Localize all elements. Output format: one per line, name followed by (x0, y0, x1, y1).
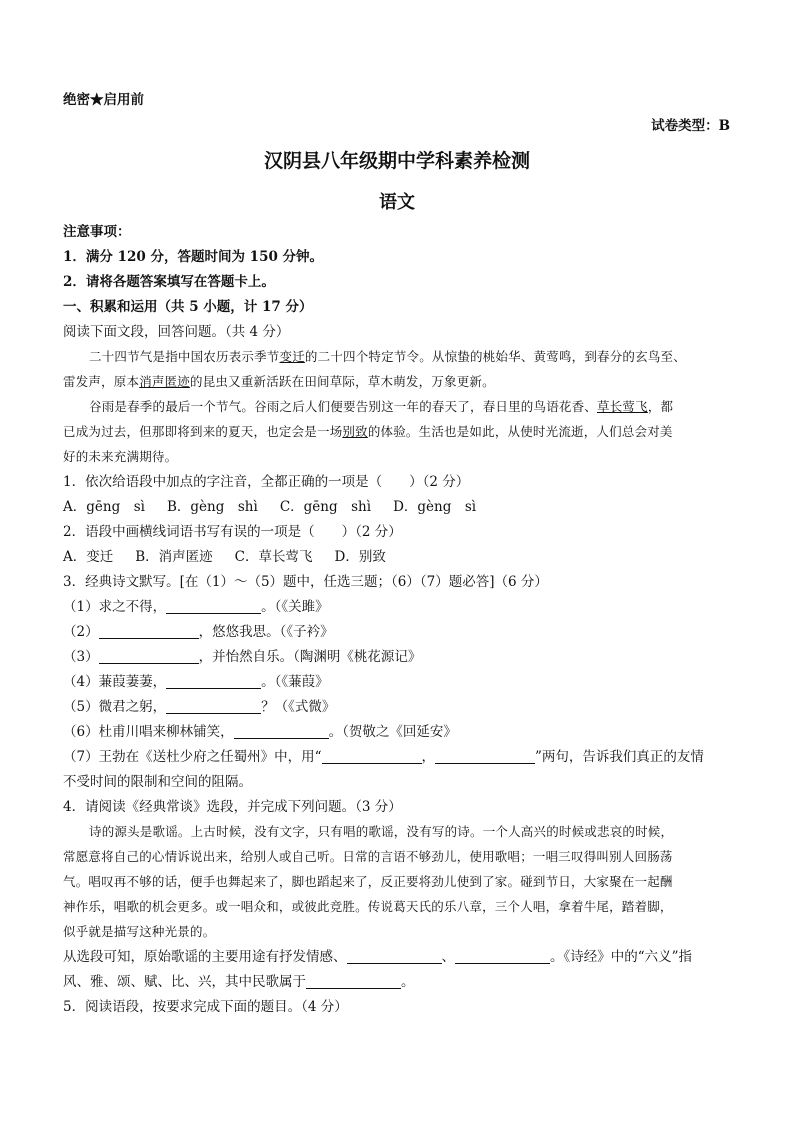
option-b: B．消声匿迹 (135, 549, 213, 565)
passage-text: 的昆虫又重新活跃在田间草际，草木萌发，万象更新。 (190, 374, 495, 389)
confidential-label: 绝密★启用前 (63, 92, 144, 108)
dictation-text: ”两句，告诉我们真正的友情 (535, 749, 704, 765)
dictation-line-5 (63, 697, 730, 717)
dictation-source: ？（《式微》 (261, 699, 336, 715)
answer-text: 。《诗经》中的“六义”指 (550, 949, 693, 965)
option-a: A．gēng sì (63, 499, 145, 515)
notes-item-1: 1．满分 120 分，答题时间为 150 分钟。 (63, 249, 324, 265)
answer-blank[interactable] (234, 724, 329, 739)
answer-blank[interactable] (455, 949, 550, 964)
passage-text: 的体验。生活也是如此，从使时光流逝，人们总会对美 (367, 424, 673, 439)
answer-blank[interactable] (99, 649, 199, 664)
dictation-line-6 (63, 722, 730, 742)
answer-blank[interactable] (306, 974, 401, 989)
section-heading: 一、积累和运用（共 5 小题，计 17 分） (63, 299, 313, 315)
passage-text: 的二十四个特定节令。从惊蛰的桃始华、黄莺鸣，到春分的玄鸟至、 (304, 349, 686, 364)
passage-line: 好的未来充满期待。 (63, 449, 178, 464)
page-title: 汉阴县八年级期中学科素养检测 (263, 150, 530, 172)
passage-line (63, 372, 730, 392)
answer-text: 、 (441, 949, 455, 965)
question-3-stem: 3．经典诗文默写。[在（1）～（5）题中，任选三题；（6）（7）题必答]（6 分） (63, 574, 548, 590)
underlined-word: 别致 (342, 424, 368, 439)
dictation-text: （1）求之不得， (63, 599, 167, 615)
passage-text: 二十四节气是指中国农历表示季节 (89, 349, 280, 364)
dictation-text: ， (421, 749, 435, 765)
dictation-line-7-cont: 不受时间的限制和空间的阻隔。 (63, 774, 252, 790)
dictation-source: 。（贺敬之《回延安》 (328, 724, 457, 740)
underlined-word: 草长莺飞 (597, 399, 648, 414)
passage-text: 谷雨是春季的最后一个节气。谷雨之后人们便要告别这一年的春天了，春日里的鸟语花香、 (89, 399, 598, 414)
option-c: C．gēng shì (279, 499, 372, 515)
question-5-stem: 5．阅读语段，按要求完成下面的题目。（4 分） (63, 999, 348, 1015)
dictation-line-1 (63, 597, 730, 617)
question-4-stem: 4．请阅读《经典常谈》选段，并完成下列问题。（3 分） (63, 799, 402, 815)
passage-line (89, 347, 730, 367)
reading-line: 似乎就是描写这种光景的。 (63, 924, 216, 939)
passage-line (63, 422, 730, 442)
reading-line: 诗的源头是歌谣。上古时候，没有文字，只有唱的歌谣，没有写的诗。一个人高兴的时候或悲哀的时候， (89, 824, 674, 839)
answer-blank[interactable] (99, 624, 199, 639)
dictation-text: （5）微君之躬， (63, 699, 167, 715)
answer-text: 。 (401, 974, 415, 990)
answer-text: 从选段可知，原始歌谣的主要用途有抒发情感、 (63, 949, 347, 965)
dictation-source: 。（《关雎》 (261, 599, 329, 615)
underlined-word: 变迁 (279, 349, 305, 364)
option-b: B．gèng shì (166, 499, 258, 515)
question-2-options (63, 547, 730, 567)
question-1-stem: 1．依次给语段中加点的字注音，全都正确的一项是（ ）（2 分） (63, 474, 470, 490)
question-4-answer-line-1 (63, 947, 730, 967)
dictation-source: ，并怡然自乐。（陶渊明《桃花源记》 (198, 649, 422, 665)
dictation-text: （4）蒹葭萋萋， (63, 674, 167, 690)
answer-blank[interactable] (322, 749, 422, 764)
option-d: D．别致 (334, 549, 386, 565)
answer-blank[interactable] (166, 674, 261, 689)
reading-line: 常愿意将自己的心情诉说出来，给别人或自己听。日常的言语不够劲儿，使用歌唱；一唱三叹得叫别人回肠荡 (63, 849, 673, 864)
option-d: D．gèng sì (393, 499, 477, 515)
passage-text: 已成为过去，但那即将到来的夏天，也定会是一场 (63, 424, 343, 439)
dictation-line-4 (63, 672, 730, 692)
section-intro: 阅读下面文段，回答问题。（共 4 分） (63, 324, 290, 340)
dictation-text: （3） (63, 649, 99, 665)
dictation-line-3 (63, 647, 730, 667)
answer-blank[interactable] (347, 949, 442, 964)
passage-line (89, 397, 730, 417)
answer-blank[interactable] (435, 749, 535, 764)
answer-blank[interactable] (166, 699, 261, 714)
question-1-options (63, 497, 730, 517)
reading-line: 神作乐，唱歌的机会更多。或一唱众和，或彼此竞胜。传说葛天氏的乐八章，三个人唱，拿着牛尾，踏着脚， (63, 899, 673, 914)
question-2-stem: 2．语段中画横线词语书写有误的一项是（ ）（2 分） (63, 524, 402, 540)
notes-item-2: 2．请将各题答案填写在答题卡上。 (63, 274, 275, 290)
answer-blank[interactable] (166, 599, 261, 614)
dictation-text: （2） (63, 624, 99, 640)
dictation-source: ，悠悠我思。（《子衿》 (198, 624, 334, 640)
dictation-text: （6）杜甫川唱来柳林铺笑， (63, 724, 234, 740)
question-4-answer-line-2 (63, 972, 730, 992)
dictation-source: 。（《蒹葭》 (261, 674, 329, 690)
answer-text: 风、雅、颂、赋、比、兴，其中民歌属于 (63, 974, 306, 990)
underlined-word: 消声匿迹 (139, 374, 191, 389)
option-c: C．草长莺飞 (234, 549, 313, 565)
reading-line: 气。唱叹再不够的话，便手也舞起来了，脚也蹈起来了，反正要将劲儿使到了家。碰到节日，大家聚在一起酬 (63, 874, 673, 889)
option-a: A．变迁 (63, 549, 114, 565)
subject-title: 语文 (379, 192, 415, 213)
notes-heading: 注意事项： (63, 224, 131, 240)
passage-text: 雷发声，原本 (63, 374, 140, 389)
dictation-line-7 (63, 747, 730, 767)
dictation-line-2 (63, 622, 730, 642)
passage-text: ，都 (647, 399, 674, 414)
dictation-text: （7）王勃在《送杜少府之任蜀州》中，用“ (63, 749, 322, 765)
paper-type-label: 试卷类型：B (651, 118, 730, 134)
